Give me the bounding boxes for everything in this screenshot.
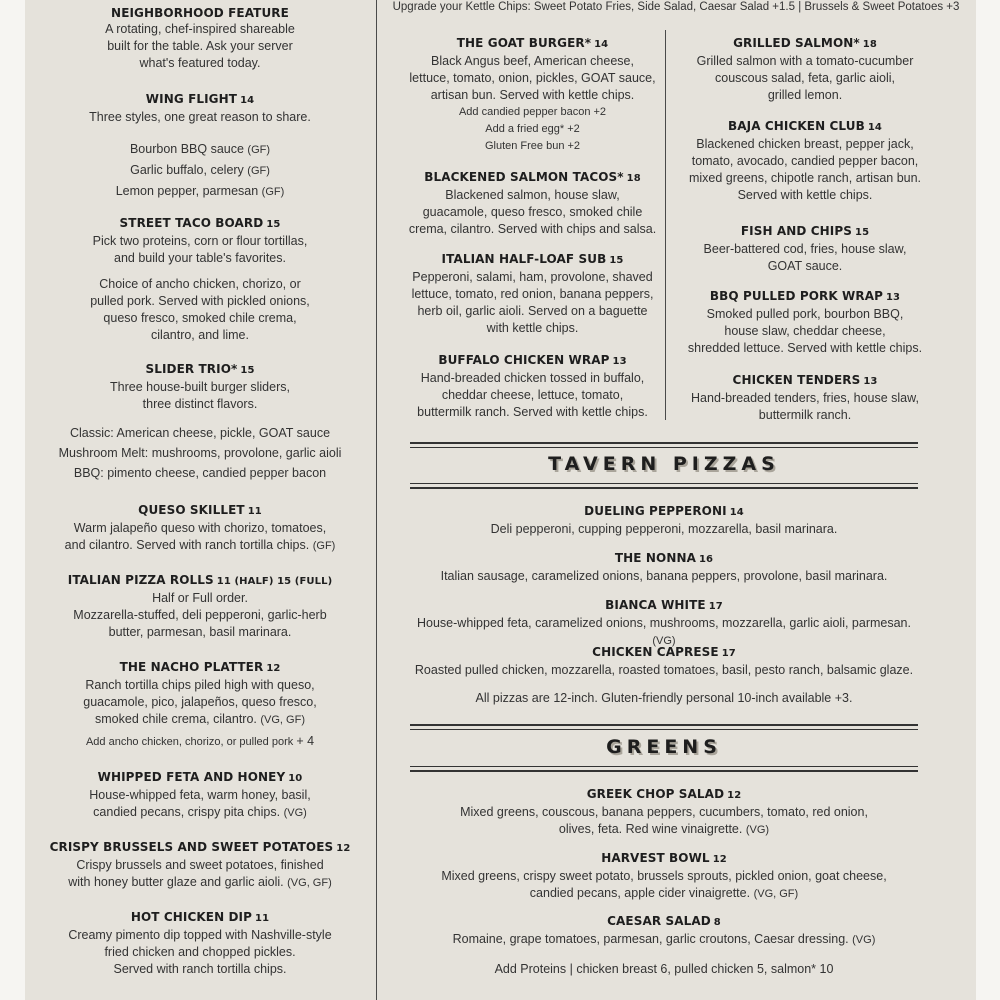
item-desc: with kettle chips. bbox=[486, 321, 579, 335]
menu-item-wing-flight bbox=[30, 91, 370, 201]
item-title: WING FLIGHT bbox=[145, 92, 238, 106]
item-price: 12 bbox=[727, 790, 742, 801]
salad-harvest-bowl bbox=[410, 850, 918, 903]
item-desc: couscous salad, feta, garlic aioli, bbox=[715, 71, 895, 85]
item-desc: tomato, avocado, candied pepper bacon, bbox=[691, 154, 919, 168]
item-price: 15 bbox=[240, 365, 255, 376]
diet-tag: (VG) bbox=[652, 635, 676, 647]
item-desc: Ranch tortilla chips piled high with queso, bbox=[85, 678, 315, 692]
diet-tag: (VG, GF) bbox=[287, 877, 332, 889]
item-title: ITALIAN HALF-LOAF SUB bbox=[441, 252, 607, 266]
wing-option: Lemon pepper, parmesan bbox=[115, 184, 259, 198]
item-desc: Grilled salmon with a tomato-cucumber bbox=[696, 54, 914, 68]
item-price: 18 bbox=[862, 39, 877, 50]
item-desc: guacamole, pico, jalapeños, queso fresco, bbox=[83, 695, 317, 709]
salad-greek-chop bbox=[410, 786, 918, 839]
salad-caesar bbox=[410, 913, 918, 949]
item-desc: cheddar cheese, lettuce, tomato, bbox=[441, 388, 624, 402]
item-price: 12 bbox=[712, 854, 727, 865]
section-rule bbox=[410, 487, 918, 489]
item-desc: with honey butter glaze and garlic aioli. bbox=[68, 875, 284, 889]
item-title: WHIPPED FETA AND HONEY bbox=[97, 770, 286, 784]
item-desc: candied pecans, apple cider vinaigrette. bbox=[529, 886, 751, 900]
item-title: STREET TACO BOARD bbox=[119, 216, 264, 230]
item-price: 11 (HALF) 15 (FULL) bbox=[216, 576, 333, 587]
item-desc: GOAT sauce. bbox=[767, 259, 843, 273]
item-desc: Hand-breaded tenders, fries, house slaw, bbox=[691, 391, 919, 405]
add-on-price: + 4 bbox=[296, 734, 315, 748]
item-title: DUELING PEPPERONI bbox=[584, 504, 727, 518]
item-desc: Pepperoni, salami, ham, provolone, shaved bbox=[412, 270, 653, 284]
item-price: 11 bbox=[255, 913, 270, 924]
pizza-size-note: All pizzas are 12-inch. Gluten-friendly personal 10-inch available +3. bbox=[475, 691, 853, 705]
item-desc: Choice of ancho chicken, chorizo, or bbox=[99, 277, 301, 291]
item-desc: pulled pork. Served with pickled onions, bbox=[90, 294, 310, 308]
item-desc: candied pecans, crispy pita chips. bbox=[93, 805, 281, 819]
item-title: BAJA CHICKEN CLUB bbox=[728, 119, 865, 133]
menu-item-grilled-salmon bbox=[675, 35, 935, 104]
item-desc: queso fresco, smoked chile crema, bbox=[103, 311, 297, 325]
add-proteins-note: Add Proteins | chicken breast 6, pulled chicken 5, salmon* 10 bbox=[494, 962, 834, 976]
menu-item-crispy-brussels bbox=[30, 839, 370, 892]
item-price: 14 bbox=[240, 95, 255, 106]
diet-tag: (GF) bbox=[247, 165, 270, 177]
item-title: QUESO SKILLET bbox=[138, 503, 245, 517]
item-desc: Hand-breaded chicken tossed in buffalo, bbox=[420, 371, 645, 385]
menu-item-buffalo-chicken-wrap bbox=[405, 352, 660, 421]
item-desc: Roasted pulled chicken, mozzarella, roasted tomatoes, basil, pesto ranch, balsamic glaze. bbox=[414, 663, 914, 677]
add-on-note: Gluten Free bun +2 bbox=[484, 140, 581, 152]
item-title: HOT CHICKEN DIP bbox=[130, 910, 253, 924]
item-title: SLIDER TRIO* bbox=[145, 362, 238, 376]
item-price: 16 bbox=[699, 554, 714, 565]
item-title: BLACKENED SALMON TACOS* bbox=[424, 170, 624, 184]
menu-item-queso-skillet bbox=[30, 502, 370, 555]
item-desc: herb oil, garlic aioli. Served on a baguette bbox=[417, 304, 648, 318]
item-desc: Crispy brussels and sweet potatoes, finished bbox=[76, 858, 324, 872]
item-desc: artisan bun. Served with kettle chips. bbox=[430, 88, 635, 102]
item-desc: Mixed greens, crispy sweet potato, brussels sprouts, pickled onion, goat cheese, bbox=[441, 869, 887, 883]
add-on-note: Add a fried egg* +2 bbox=[485, 123, 580, 135]
item-price: 14 bbox=[729, 507, 744, 518]
item-desc: lettuce, tomato, onion, pickles, GOAT sauce, bbox=[409, 71, 656, 85]
item-desc: and build your table's favorites. bbox=[114, 251, 286, 265]
section-rule bbox=[410, 442, 918, 444]
item-title: ITALIAN PIZZA ROLLS bbox=[67, 573, 214, 587]
item-desc: Warm jalapeño queso with chorizo, tomatoes, bbox=[73, 521, 327, 535]
menu-item-nacho-platter bbox=[30, 659, 370, 751]
kettle-chip-upgrade-note: Upgrade your Kettle Chips: Sweet Potato Fries, Side Salad, Caesar Salad +1.5 | Brussels & Sweet Potatoes +3 bbox=[392, 1, 960, 13]
menu-item-italian-pizza-rolls bbox=[30, 572, 370, 641]
item-price: 18 bbox=[626, 173, 641, 184]
item-desc: Mozzarella-stuffed, deli pepperoni, garlic-herb bbox=[73, 608, 327, 622]
section-rule bbox=[410, 724, 918, 726]
column-divider bbox=[376, 0, 377, 1000]
item-desc: A rotating, chef-inspired shareable bbox=[105, 22, 295, 36]
item-desc: Black Angus beef, American cheese, bbox=[431, 54, 634, 68]
slider-option: BBQ: pimento cheese, candied pepper bacon bbox=[73, 466, 327, 480]
item-title: BIANCA WHITE bbox=[605, 598, 706, 612]
diet-tag: (VG) bbox=[283, 807, 307, 819]
item-title: BUFFALO CHICKEN WRAP bbox=[438, 353, 610, 367]
item-price: 15 bbox=[855, 227, 870, 238]
item-desc: Blackened chicken breast, pepper jack, bbox=[696, 137, 914, 151]
item-title: CAESAR SALAD bbox=[607, 914, 711, 928]
diet-tag: (VG) bbox=[745, 824, 770, 836]
item-price: 13 bbox=[886, 292, 901, 303]
item-desc: Pick two proteins, corn or flour tortillas, bbox=[92, 234, 308, 248]
item-title: GREEK CHOP SALAD bbox=[586, 787, 725, 801]
menu-item-baja-chicken-club bbox=[675, 118, 935, 204]
diet-tag: (VG) bbox=[852, 934, 876, 946]
item-desc: mixed greens, chipotle ranch, artisan bun. bbox=[688, 171, 922, 185]
pizza-chicken-caprese bbox=[410, 644, 918, 679]
item-desc: butter, parmesan, basil marinara. bbox=[108, 625, 292, 639]
menu-item-slider-trio bbox=[30, 361, 370, 482]
sandwich-column-divider bbox=[665, 30, 666, 420]
item-desc: built for the table. Ask your server bbox=[107, 39, 293, 53]
item-title: THE NACHO PLATTER bbox=[119, 660, 264, 674]
section-heading-tavern-pizzas: TAVERN PIZZAS bbox=[548, 453, 780, 475]
item-desc: Italian sausage, caramelized onions, banana peppers, provolone, basil marinara. bbox=[440, 569, 888, 583]
item-desc: Half or Full order. bbox=[152, 591, 248, 605]
item-desc: Blackened salmon, house slaw, bbox=[445, 188, 620, 202]
item-title: THE GOAT BURGER* bbox=[456, 36, 592, 50]
menu-item-hot-chicken-dip bbox=[30, 909, 370, 978]
item-desc: fried chicken and chopped pickles. bbox=[104, 945, 296, 959]
pizza-dueling-pepperoni bbox=[410, 503, 918, 538]
item-desc: Deli pepperoni, cupping pepperoni, mozzarella, basil marinara. bbox=[490, 522, 838, 536]
item-price: 12 bbox=[336, 843, 351, 854]
diet-tag: (GF) bbox=[247, 144, 271, 156]
item-title: CHICKEN CAPRESE bbox=[592, 645, 719, 659]
item-desc: Romaine, grape tomatoes, parmesan, garlic croutons, Caesar dressing. bbox=[452, 932, 849, 946]
item-price: 8 bbox=[713, 917, 721, 928]
item-desc: olives, feta. Red wine vinaigrette. bbox=[558, 822, 743, 836]
menu-item-bbq-pulled-pork-wrap bbox=[675, 288, 935, 357]
wing-option: Bourbon BBQ sauce bbox=[129, 142, 244, 156]
item-desc: crema, cilantro. Served with chips and salsa. bbox=[408, 222, 657, 236]
menu-item-italian-sub bbox=[405, 251, 660, 337]
slider-option: Classic: American cheese, pickle, GOAT sauce bbox=[69, 426, 331, 440]
item-desc: guacamole, queso fresco, smoked chile bbox=[422, 205, 643, 219]
item-desc: Served with ranch tortilla chips. bbox=[113, 962, 287, 976]
item-desc: House-whipped feta, warm honey, basil, bbox=[89, 788, 311, 802]
item-title: THE NONNA bbox=[614, 551, 696, 565]
add-on-note: Add candied pepper bacon +2 bbox=[458, 106, 607, 118]
item-desc: house slaw, cheddar cheese, bbox=[724, 324, 886, 338]
item-desc: and cilantro. Served with ranch tortilla chips. bbox=[64, 538, 310, 552]
section-rule bbox=[410, 729, 918, 730]
diet-tag: (GF) bbox=[261, 186, 285, 198]
item-title: FISH AND CHIPS bbox=[740, 224, 853, 238]
item-price: 10 bbox=[288, 773, 303, 784]
menu-item-goat-burger bbox=[405, 35, 660, 155]
pizza-the-nonna bbox=[410, 550, 918, 585]
pizza-bianca-white bbox=[410, 597, 918, 650]
item-price: 17 bbox=[721, 648, 736, 659]
diet-tag: (VG, GF) bbox=[753, 888, 799, 900]
item-desc: what's featured today. bbox=[139, 56, 261, 70]
section-rule bbox=[410, 770, 918, 772]
section-heading-greens: GREENS bbox=[606, 736, 722, 758]
item-title: BBQ PULLED PORK WRAP bbox=[709, 289, 883, 303]
item-title: CRISPY BRUSSELS AND SWEET POTATOES bbox=[49, 840, 334, 854]
item-desc: shredded lettuce. Served with kettle chips. bbox=[687, 341, 923, 355]
slider-option: Mushroom Melt: mushrooms, provolone, garlic aioli bbox=[58, 446, 342, 460]
item-title: HARVEST BOWL bbox=[601, 851, 710, 865]
item-desc: grilled lemon. bbox=[767, 88, 843, 102]
item-desc: House-whipped feta, caramelized onions, mushrooms, mozzarella, garlic aioli, parmesan. bbox=[417, 616, 911, 630]
menu-item-street-taco-board bbox=[30, 215, 370, 344]
menu-item-blackened-salmon-tacos bbox=[405, 169, 660, 238]
item-desc: lettuce, tomato, red onion, banana peppers, bbox=[411, 287, 654, 301]
add-on-note: Add ancho chicken, chorizo, or pulled pork bbox=[85, 736, 294, 748]
item-desc: Mixed greens, couscous, banana peppers, cucumbers, tomato, red onion, bbox=[460, 805, 868, 819]
item-desc: Served with kettle chips. bbox=[737, 188, 873, 202]
menu-item-chicken-tenders bbox=[675, 372, 935, 424]
item-title: CHICKEN TENDERS bbox=[732, 373, 861, 387]
item-price: 12 bbox=[266, 663, 281, 674]
item-title: GRILLED SALMON* bbox=[733, 36, 860, 50]
item-price: 17 bbox=[708, 601, 723, 612]
section-rule bbox=[410, 766, 918, 767]
item-price: 14 bbox=[867, 122, 882, 133]
item-desc: Creamy pimento dip topped with Nashville-style bbox=[68, 928, 332, 942]
item-price: 13 bbox=[863, 376, 878, 387]
item-price: 11 bbox=[247, 506, 262, 517]
item-desc: three distinct flavors. bbox=[142, 397, 258, 411]
menu-item-neighborhood-feature bbox=[30, 5, 370, 72]
item-price: 13 bbox=[612, 356, 627, 367]
menu-item-fish-and-chips bbox=[675, 223, 935, 275]
diet-tag: (GF) bbox=[312, 540, 336, 552]
item-desc: buttermilk ranch. bbox=[758, 408, 852, 422]
page-margin-right bbox=[976, 0, 1000, 1000]
item-title: NEIGHBORHOOD FEATURE bbox=[111, 6, 289, 20]
item-desc: buttermilk ranch. Served with kettle chips. bbox=[417, 405, 648, 419]
item-desc: smoked chile crema, cilantro. bbox=[95, 712, 257, 726]
menu-item-whipped-feta bbox=[30, 769, 370, 822]
section-rule bbox=[410, 447, 918, 448]
section-rule bbox=[410, 483, 918, 484]
item-desc: Smoked pulled pork, bourbon BBQ, bbox=[706, 307, 904, 321]
page-margin-left bbox=[0, 0, 25, 1000]
item-price: 15 bbox=[609, 255, 624, 266]
item-desc: Three styles, one great reason to share. bbox=[89, 110, 311, 124]
item-desc: cilantro, and lime. bbox=[151, 328, 249, 342]
item-price: 15 bbox=[266, 219, 281, 230]
item-price: 14 bbox=[594, 39, 609, 50]
item-desc: Three house-built burger sliders, bbox=[110, 380, 290, 394]
wing-option: Garlic buffalo, celery bbox=[130, 163, 244, 177]
diet-tag: (VG, GF) bbox=[260, 714, 305, 726]
item-desc: Beer-battered cod, fries, house slaw, bbox=[703, 242, 907, 256]
